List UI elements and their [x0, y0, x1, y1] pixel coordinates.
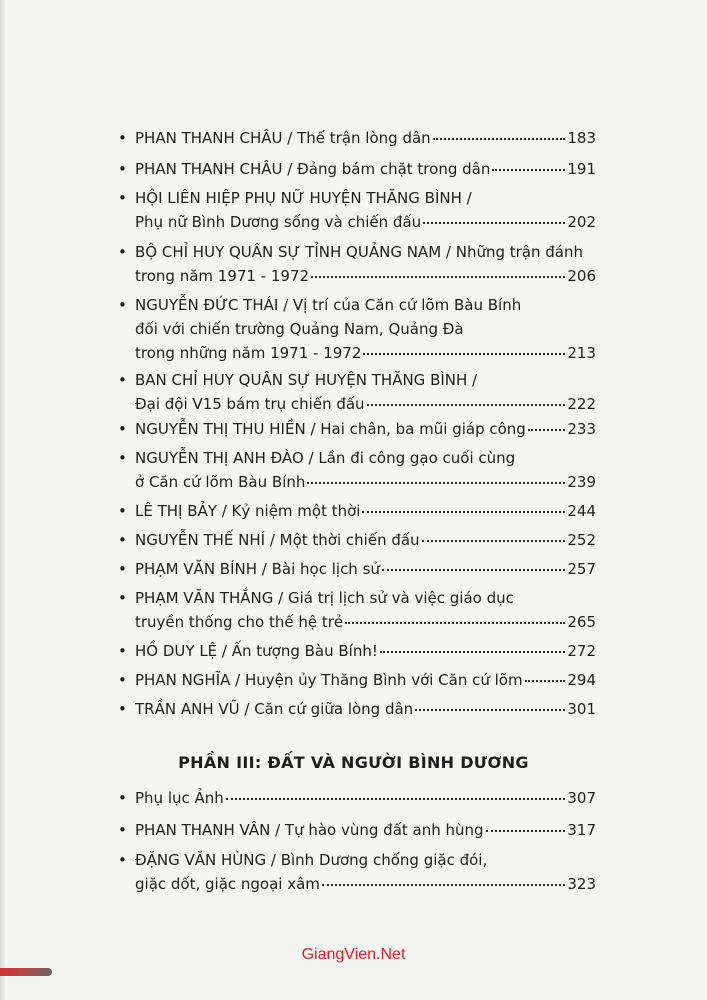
toc-entry-text: PHAN THANH CHÂU / Thế trận lòng dân: [135, 129, 431, 147]
page-number: 244: [567, 502, 596, 520]
toc-entry-text: trong năm 1971 - 1972: [135, 267, 310, 285]
toc-entry-text-wrap: [118, 157, 490, 181]
toc-entry-line: [118, 470, 596, 494]
toc-entry-text: HỘI LIÊN HIỆP PHỤ NỮ HUYỆN THĂNG BÌNH /: [135, 189, 472, 207]
toc-entry-line: [118, 528, 596, 552]
dot-leader: [367, 404, 566, 406]
page-number: 307: [567, 789, 596, 807]
toc-entry: [118, 368, 596, 416]
toc-entry-line: [118, 557, 596, 581]
dot-leader: [415, 709, 565, 711]
bullet-icon: •: [118, 642, 127, 660]
dot-leader: [311, 276, 565, 278]
toc-entry-text: BAN CHỈ HUY QUÂN SỰ HUYỆN THĂNG BÌNH /: [135, 371, 478, 389]
toc-entry-text: giặc dốt, giặc ngoại xâm: [135, 875, 320, 893]
toc-entry-line: [118, 341, 596, 365]
bullet-icon: •: [118, 851, 127, 869]
dot-leader: [307, 482, 565, 484]
toc-entry-text-wrap: [118, 499, 360, 523]
dot-leader: [486, 830, 566, 832]
toc-entry: [118, 240, 596, 288]
toc-entry-line: [118, 240, 596, 264]
page-number: 206: [567, 267, 596, 285]
toc-entry-text-wrap: [118, 528, 420, 552]
dot-leader: [380, 651, 565, 653]
toc-entry-line: [118, 446, 596, 470]
dot-leader: [382, 569, 565, 571]
toc-entry: [118, 293, 596, 365]
bullet-icon: •: [118, 420, 127, 438]
toc-entry: [118, 528, 596, 552]
toc-entry-line: [118, 697, 596, 721]
toc-entry-line: [118, 586, 596, 610]
toc-entry-line: [118, 264, 596, 288]
toc-entry-line: [118, 157, 596, 181]
page-number: 323: [567, 875, 596, 893]
bullet-icon: •: [118, 671, 127, 689]
toc-entry-text-wrap: [118, 786, 224, 810]
page-number: 239: [567, 473, 596, 491]
dot-leader: [525, 680, 566, 682]
page-edge-mark: [0, 968, 52, 976]
toc-entry-text: đối với chiến trường Quảng Nam, Quảng Đà: [135, 320, 464, 338]
toc-entry: [118, 586, 596, 634]
toc-entry-line: [118, 210, 596, 234]
toc-entry-text: PHAN THANH VÂN / Tự hào vùng đất anh hùng: [135, 821, 484, 839]
toc-entry-text: Phụ nữ Bình Dương sống và chiến đấu: [135, 213, 422, 231]
toc-entry-text-wrap: [118, 557, 380, 581]
page-number: 257: [567, 560, 596, 578]
page-number: 317: [567, 821, 596, 839]
bullet-icon: •: [118, 160, 127, 178]
toc-entry: [118, 697, 596, 721]
toc-entry-text: PHAN NGHĨA / Huyện ủy Thăng Bình với Căn cứ lõm: [135, 671, 523, 689]
toc-entry: [118, 126, 596, 150]
toc-entry-text-wrap: [118, 417, 526, 441]
bullet-icon: •: [118, 296, 127, 314]
toc-entry: [118, 668, 596, 692]
page-number: 294: [567, 671, 596, 689]
page-number: 222: [567, 395, 596, 413]
toc-entry: [118, 848, 596, 896]
page-number: 265: [567, 613, 596, 631]
toc-entry-text: PHAN THANH CHÂU / Đảng bám chặt trong dân: [135, 160, 491, 178]
bullet-icon: •: [118, 502, 127, 520]
toc-entry-text: truyền thống cho thế hệ trẻ: [135, 613, 344, 631]
toc-entry-line: [118, 392, 596, 416]
dot-leader: [362, 511, 565, 513]
bullet-icon: •: [118, 589, 127, 607]
toc-entry-text: PHẠM VĂN THẮNG / Giá trị lịch sử và việc giáo dục: [135, 589, 514, 607]
page-number: 213: [567, 344, 596, 362]
toc-entry: [118, 186, 596, 234]
toc-entry-text: Phụ lục Ảnh: [135, 789, 224, 807]
toc-entry-line: [118, 317, 596, 341]
toc-entry-line: [118, 126, 596, 150]
toc-entry-line: [118, 818, 596, 842]
bullet-icon: •: [118, 243, 127, 261]
toc-entry-line: [118, 639, 596, 663]
bullet-icon: •: [118, 700, 127, 718]
toc-entry-line: [118, 293, 596, 317]
bullet-icon: •: [118, 531, 127, 549]
toc-entry: [118, 446, 596, 494]
bullet-icon: •: [118, 821, 127, 839]
toc-entry-text: trong những năm 1971 - 1972: [135, 344, 362, 362]
bullet-icon: •: [118, 129, 127, 147]
page-number: 233: [567, 420, 596, 438]
toc-entry-line: [118, 872, 596, 896]
toc-entry-line: [118, 610, 596, 634]
toc-entry-text-wrap: [118, 697, 413, 721]
dot-leader: [433, 138, 566, 140]
bullet-icon: •: [118, 449, 127, 467]
toc-entry-line: [118, 499, 596, 523]
page-number: 252: [567, 531, 596, 549]
toc-entry-text: HỒ DUY LỆ / Ấn tượng Bàu Bính!: [135, 642, 378, 660]
toc-entry-text: NGUYỄN ĐỨC THÁI / Vị trí của Căn cứ lõm Bàu Bính: [135, 296, 522, 314]
toc-entry-text: PHẠM VĂN BÍNH / Bài học lịch sử: [135, 560, 380, 578]
page-number: 272: [567, 642, 596, 660]
toc-entry-line: [118, 786, 596, 810]
toc-entry-text-wrap: [118, 668, 523, 692]
page-left-shadow: [0, 0, 6, 1000]
toc-entry: [118, 786, 596, 810]
bullet-icon: •: [118, 189, 127, 207]
toc-entry-text-wrap: [118, 126, 431, 150]
toc-entry-text: NGUYỄN THỊ THU HIỀN / Hai chân, ba mũi giáp công: [135, 420, 526, 438]
toc-entry-line: [118, 368, 596, 392]
dot-leader: [528, 429, 566, 431]
page-number: 191: [567, 160, 596, 178]
bullet-icon: •: [118, 371, 127, 389]
page-number: 183: [567, 129, 596, 147]
watermark-text: GiangVien.Net: [301, 946, 406, 963]
toc-entry-text: ở Căn cứ lõm Bàu Bính: [135, 473, 306, 491]
toc-entry-line: [118, 186, 596, 210]
dot-leader: [422, 540, 566, 542]
dot-leader: [492, 169, 565, 171]
toc-entry-text: NGUYỄN THỊ ANH ĐÀO / Lần đi công gạo cuối cùng: [135, 449, 516, 467]
toc-entry-line: [118, 417, 596, 441]
toc-entry-text: Đại đội V15 bám trụ chiến đấu: [135, 395, 365, 413]
dot-leader: [363, 353, 565, 355]
toc-entry-line: [118, 848, 596, 872]
page-number: 301: [567, 700, 596, 718]
toc-entry: [118, 157, 596, 181]
dot-leader: [345, 622, 565, 624]
toc-entry: [118, 499, 596, 523]
dot-leader: [322, 884, 565, 886]
toc-entry-text-wrap: [118, 639, 378, 663]
toc-entry-text: TRẦN ANH VŨ / Căn cứ giữa lòng dân: [135, 700, 414, 718]
toc-entry-line: [118, 668, 596, 692]
page-number: 202: [567, 213, 596, 231]
dot-leader: [226, 798, 566, 800]
toc-entry: [118, 417, 596, 441]
toc-entry-text: BỘ CHỈ HUY QUÂN SỰ TỈNH QUẢNG NAM / Những trận đánh: [135, 243, 583, 261]
bullet-icon: •: [118, 789, 127, 807]
toc-entry: [118, 639, 596, 663]
dot-leader: [423, 222, 565, 224]
toc-entry-text: ĐẶNG VĂN HÙNG / Bình Dương chống giặc đói,: [135, 851, 488, 869]
toc-entry-text: LÊ THỊ BẢY / Kỷ niệm một thời: [135, 502, 361, 520]
section-title: PHẦN III: ĐẤT VÀ NGƯỜI BÌNH DƯƠNG: [178, 753, 529, 772]
toc-entry-text-wrap: [118, 818, 484, 842]
toc-entry-text: NGUYỄN THẾ NHÍ / Một thời chiến đấu: [135, 531, 420, 549]
toc-entry: [118, 818, 596, 842]
bullet-icon: •: [118, 560, 127, 578]
toc-entry: [118, 557, 596, 581]
